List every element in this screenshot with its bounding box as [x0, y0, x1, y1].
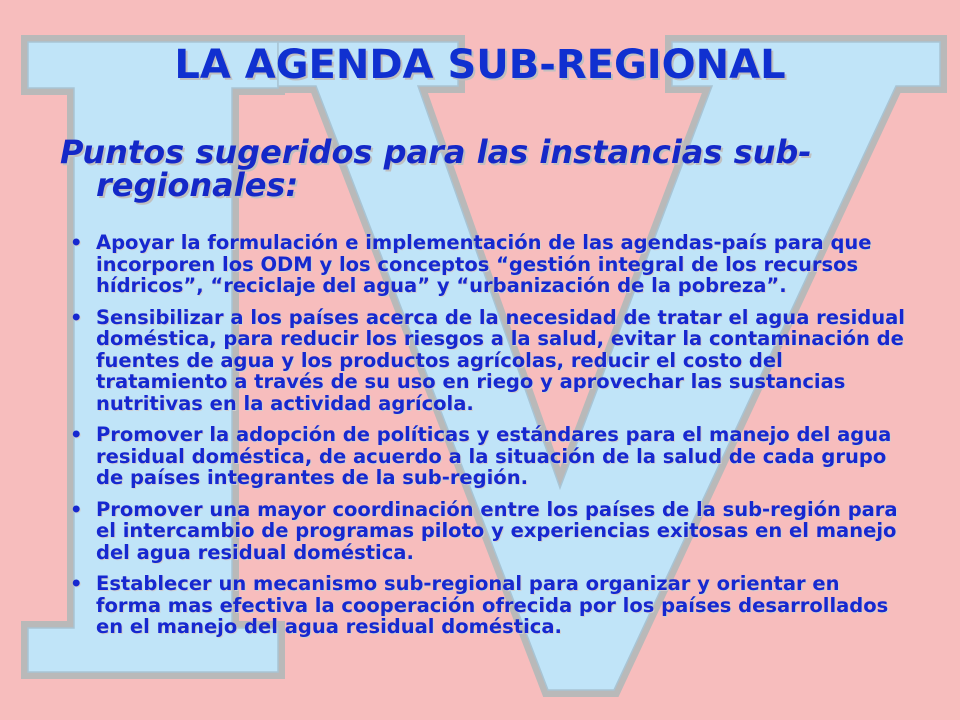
bullet-point-icon: •	[70, 497, 83, 521]
bullet-item	[70, 307, 910, 415]
bullet-item	[70, 499, 910, 564]
slide-subtitle: Puntos sugeridos para las instancias sub-regionales:	[60, 133, 812, 204]
bullet-item	[70, 232, 910, 297]
bullet-item	[70, 424, 910, 489]
bullet-point-icon: •	[70, 231, 83, 254]
bullet-point-icon: •	[70, 423, 83, 446]
bullet-item	[70, 573, 910, 638]
bullet-text: Establecer un mecanismo sub-regional para organizar y orientar en forma mas efectiva la cooperación ofrecida por los países desarrollados en el manejo del agua residual doméstica.	[96, 572, 889, 638]
bullet-text: Promover la adopción de políticas y estándares para el manejo del agua residual doméstica, de acuerdo a la situación de la salud de cada grupo de países integrantes de la sub-región.	[96, 423, 892, 489]
slide-title: LA AGENDA SUB-REGIONAL	[174, 42, 786, 88]
bullet-list	[70, 232, 910, 648]
bullet-text: Promover una mayor coordinación entre los países de la sub-región para el intercambio de programas piloto y experiencias exitosas en el manejo del agua residual doméstica.	[96, 497, 898, 564]
bullet-point-icon: •	[70, 305, 83, 329]
bullet-point-icon: •	[70, 572, 83, 595]
bullet-text: Sensibilizar a los países acerca de la necesidad de tratar el agua residual doméstica, para reducir los riesgos a la salud, evitar la contaminación de fuentes de agua y los productos agrícolas, reducir el costo del tratamiento a través de su uso en riego y aprovechar las sustancias nutritivas en la actividad agrícola.	[96, 305, 905, 415]
bullet-text: Apoyar la formulación e implementación de las agendas-país para que incorporen los ODM y los conceptos “gestión integral de los recursos hídricos”, “reciclaje del agua” y “urbanización de la pobreza”.	[96, 231, 872, 297]
